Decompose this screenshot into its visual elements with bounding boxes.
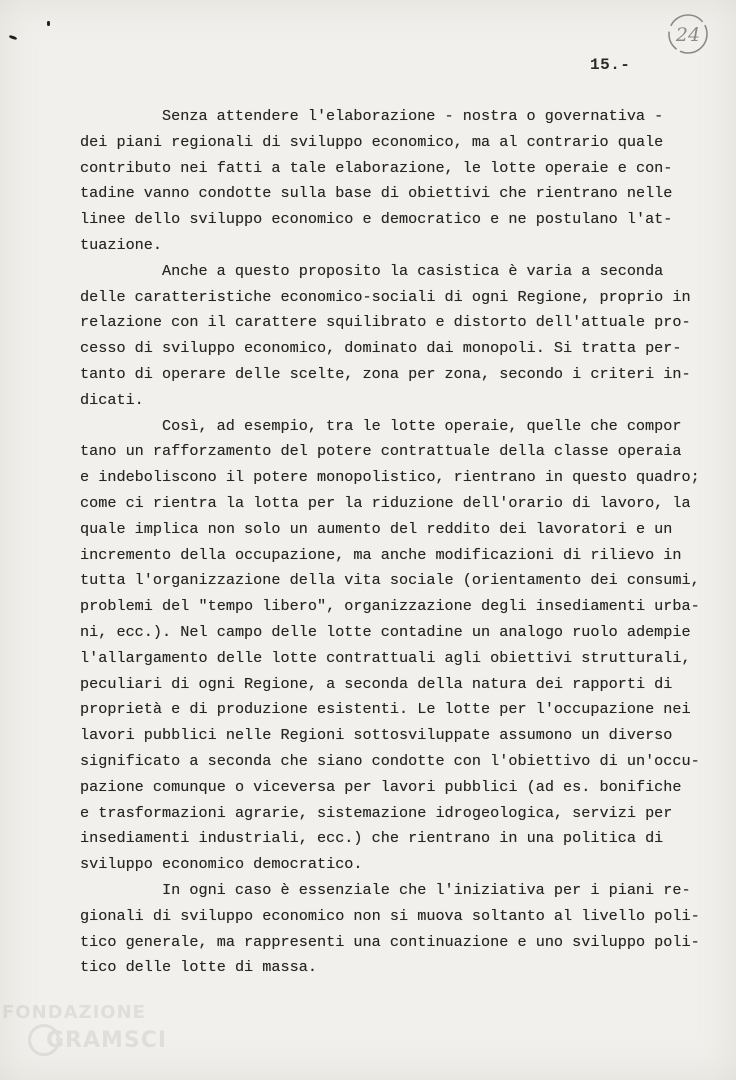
paragraph: [80, 259, 691, 414]
ink-speck: [9, 35, 18, 41]
document-body: [80, 104, 700, 981]
paragraph: [80, 878, 700, 981]
text-line: sviluppo economico democratico.: [80, 855, 363, 874]
text-line: tico delle lotte di massa.: [80, 958, 317, 977]
text-line: tuazione.: [80, 235, 163, 254]
text-line: In ogni caso è essenziale che l'iniziativa per i piani re-: [162, 880, 691, 899]
text-line: gionali di sviluppo economico non si muova soltanto al livello poli-: [80, 906, 700, 925]
text-line: come ci rientra la lotta per la riduzione dell'orario di lavoro, la: [80, 493, 691, 512]
text-line: tadine vanno condotte sulla base di obiettivi che rientrano nelle: [80, 184, 673, 203]
text-line: problemi del "tempo libero", organizzazione degli insediamenti urba-: [80, 597, 700, 616]
text-line: dei piani regionali di sviluppo economico, ma al contrario quale: [80, 132, 664, 151]
text-line: insediamenti industriali, ecc.) che rientrano in una politica di: [80, 829, 664, 848]
text-line: delle caratteristiche economico-sociali di ogni Regione, proprio in: [80, 287, 691, 306]
text-line: lavori pubblici nelle Regioni sottosviluppate assumono un diverso: [80, 726, 673, 745]
folio-stamp: [664, 10, 712, 58]
text-line: pazione comunque o viceversa per lavori pubblici (ad es. bonifiche: [80, 777, 682, 796]
paragraph: [80, 104, 680, 259]
folio-stamp-number: 24: [675, 24, 701, 46]
text-line: significato a seconda che siano condotte con l'obiettivo di un'occu-: [80, 751, 700, 770]
text-line: tutta l'organizzazione della vita sociale (orientamento dei consumi,: [80, 571, 700, 590]
text-line: linee dello sviluppo economico e democratico e ne postulano l'at-: [80, 210, 673, 229]
text-line: e indeboliscono il potere monopolistico, rientrano in questo quadro;: [80, 468, 700, 487]
page-number: 15.-: [590, 56, 631, 74]
text-line: contributo nei fatti a tale elaborazione, le lotte operaie e con-: [80, 158, 673, 177]
watermark-line-2: GRAMSCI: [46, 1028, 168, 1053]
folio-stamp-graphic: [664, 10, 712, 58]
text-line: e trasformazioni agrarie, sistemazione idrogeologica, servizi per: [80, 803, 673, 822]
ink-speck: [47, 21, 50, 26]
text-line: Anche a questo proposito la casistica è varia a seconda: [162, 261, 664, 280]
archive-watermark: [2, 1002, 172, 1062]
watermark-ring-icon: [28, 1024, 60, 1056]
text-line: ni, ecc.). Nel campo delle lotte contadine un analogo ruolo adempie: [80, 622, 691, 641]
watermark-line-1: FONDAZIONE: [2, 1002, 146, 1023]
text-line: incremento della occupazione, ma anche modificazioni di rilievo in: [80, 545, 682, 564]
text-line: proprietà e di produzione esistenti. Le lotte per l'occupazione nei: [80, 700, 691, 719]
text-line: l'allargamento delle lotte contrattuali agli obiettivi strutturali,: [80, 648, 691, 667]
text-line: quale implica non solo un aumento del reddito dei lavoratori e un: [80, 519, 673, 538]
text-line: tano un rafforzamento del potere contrattuale della classe operaia: [80, 442, 682, 461]
text-line: tico generale, ma rappresenti una continuazione e uno sviluppo poli-: [80, 932, 700, 951]
text-line: dicati.: [80, 390, 144, 409]
paragraph: [80, 414, 700, 878]
text-line: Così, ad esempio, tra le lotte operaie, quelle che compor: [162, 416, 682, 435]
text-line: cesso di sviluppo economico, dominato dai monopoli. Si tratta per-: [80, 339, 682, 358]
text-line: relazione con il carattere squilibrato e distorto dell'attuale pro-: [80, 313, 691, 332]
text-line: peculiari di ogni Regione, a seconda della natura dei rapporti di: [80, 674, 673, 693]
text-line: tanto di operare delle scelte, zona per zona, secondo i criteri in-: [80, 364, 691, 383]
text-line: Senza attendere l'elaborazione - nostra o governativa -: [162, 107, 664, 125]
